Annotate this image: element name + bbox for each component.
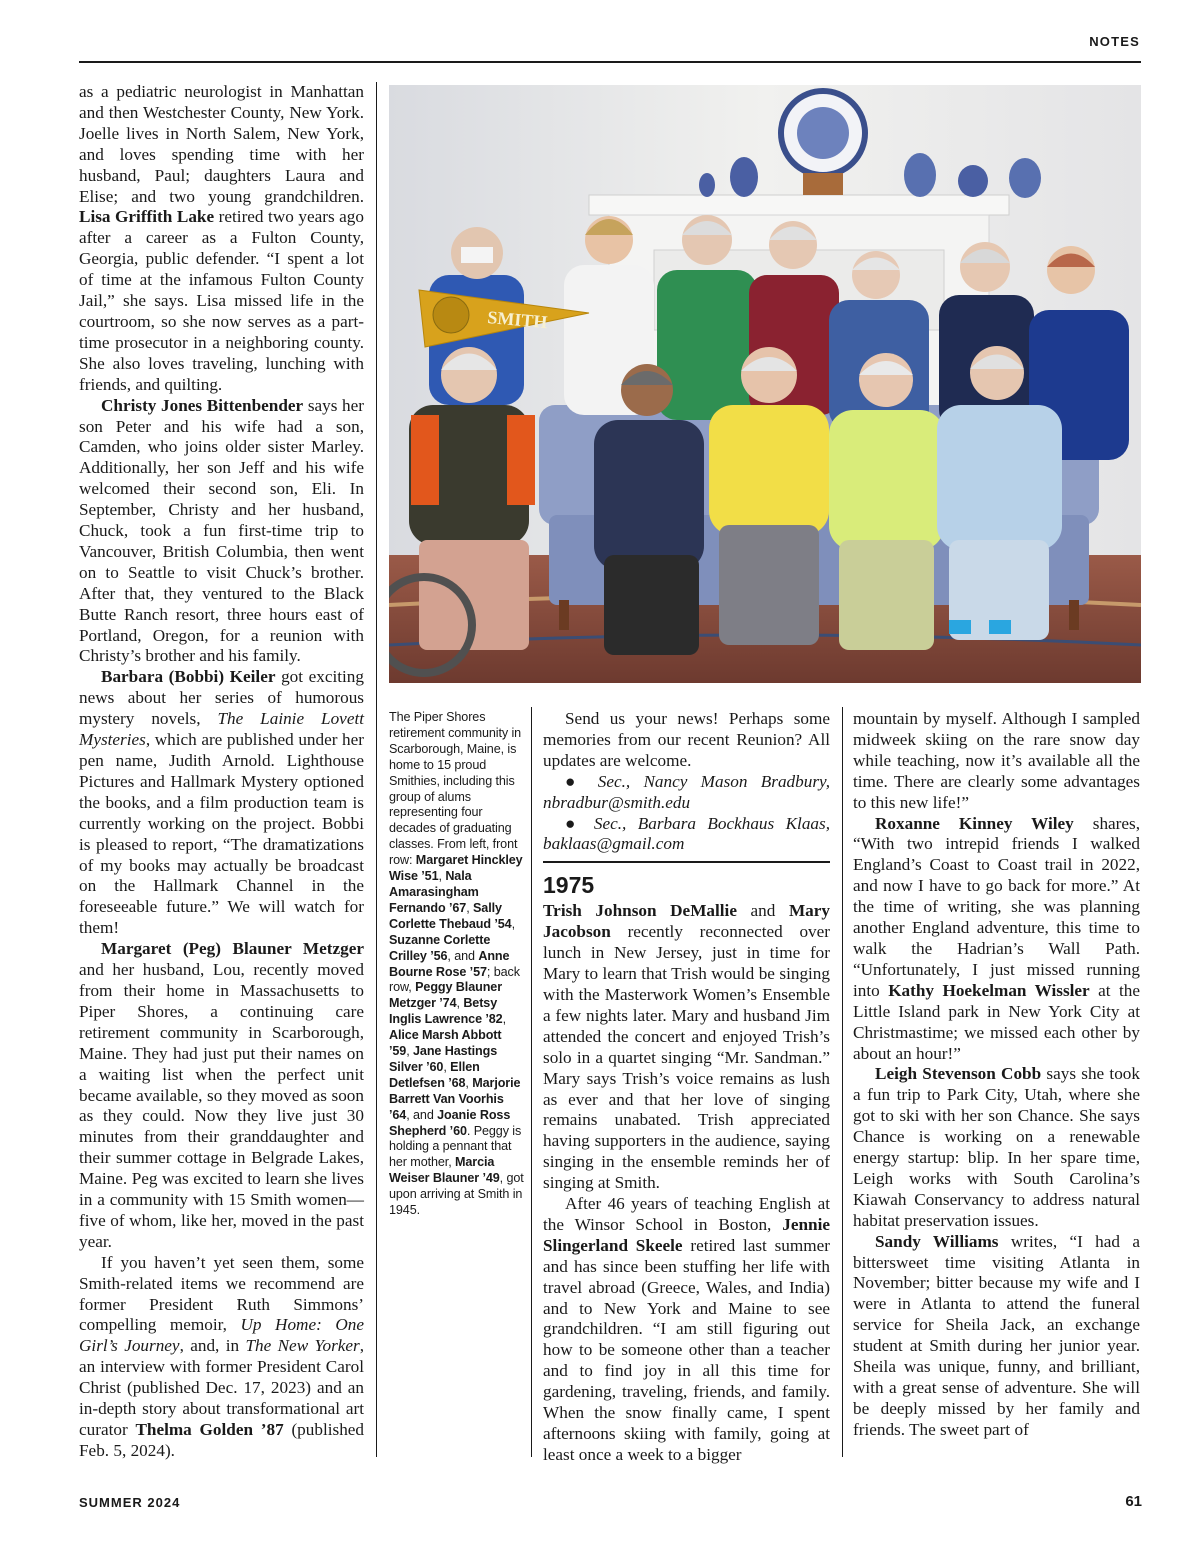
text: Send us your news! Perhaps some memories from our recent Reunion? All updates are welcome. (543, 709, 830, 770)
alum-name: Trish Johnson DeMallie (543, 901, 737, 921)
column-divider (376, 82, 377, 1457)
caption-name: Betsy Inglis Lawrence ’82 (389, 996, 503, 1027)
text: and (736, 901, 789, 921)
magazine-title: The New Yorker (245, 1336, 360, 1356)
group-photo-illustration (389, 85, 1141, 683)
caption-text: , (456, 996, 464, 1011)
class-year-heading: 1975 (543, 872, 595, 899)
text: says she took a fun trip to Park City, Utah, where she got to ski with her son Chance. She says Chance is working on a renewable energy startup: blip. In her spare time, Leigh works with South Carolina’s Kiawah Conservancy to address natural habitat preservation issues. (853, 1064, 1140, 1230)
text: , which are published under her pen name, Judith Arnold. Lighthouse Pictures and Hallmark Mystery optioned the books, and a film production team is currently working on the project. Bobbi is pleased to report, “The dramatizations of my books may actually be broadcast on the Hallmark Channel in the foreseeable future.” We will watch for them! (79, 730, 364, 938)
text: and her husband, Lou, recently moved from their home in Massachusetts to Piper Shores, a continuing care retirement community in Scarborough, Maine. They had just put their names on a waiting list when the perfect unit became available, so they moved as soon as they could. Now they live just 30 minutes from their granddaughter and their summer cottage in Belgrade Lakes, Maine. Peg was excited to learn she lives in a community with 15 Smith women—five of whom, like her, moved in the past year. (79, 960, 364, 1251)
caption-text: , (466, 900, 473, 915)
text: shares, “With two intrepid friends I walked England’s Coast to Coast trail in 2022, and now I have to go back for more.” At the time of writing, she was planning another England adventure, this time to walk the Hadrian’s Wall Path. “Unfortunately, I just missed running into (853, 813, 1141, 1000)
text: says her son Peter and his wife had a son, Camden, who joins older sister Marley. Additionally, her son Jeff and his wife welcomed their second son, Eli. In September, Christy and her husband, Chuck, took a fun first-time trip to Vancouver, British Columbia, then went on to Seattle to visit Chuck’s brother. After that, they ventured to the Black Butte Ranch resort, three hours east of Portland, Oregon, for a reunion with Christy’s brother and his family. (79, 395, 364, 666)
secretary-text: Sec., Barbara Bockhaus Klaas, baklaas@gmail.com (543, 813, 830, 854)
alum-name: Kathy Hoekelman Wissler (888, 980, 1090, 1000)
column-4 (853, 709, 1140, 1441)
pennant-text: SMITH (486, 307, 549, 333)
paragraph (543, 1194, 830, 1466)
text: retired last summer and has since been stuffing her life with travel abroad (Greece, Wales, and India) and to New York and Maine to see grandchildren. “I am still figuring out how to be someone other than a teacher and to find joy in all this time for gardening, traveling, friends, and family. When the snow finally came, I spent afternoons skiing with family, going at least once a week to a bigger (543, 1235, 830, 1464)
alum-name: Thelma Golden ’87 (135, 1420, 284, 1439)
text: retired two years ago after a career as a Fulton County, Georgia, public defender. “I spent a lot of time at the infamous Fulton County Jail,” she says. Lisa missed life in the courtroom, so she now serves as a part-time prosecutor in a neighboring county. She also loves traveling, lunching with friends, and quilting. (79, 207, 364, 394)
text: at the Little Island park in New York City at Christmastime; we missed each other by about an hour!” (853, 980, 1140, 1063)
secretary-text: Sec., Nancy Mason Bradbury, nbradbur@smith.edu (543, 771, 831, 812)
paragraph (79, 939, 364, 1253)
caption-name: Jane Hastings Silver ’60 (389, 1044, 498, 1074)
book-title: The Lainie Lovett Mysteries (79, 709, 364, 750)
caption-name: Marjorie Barrett Van Voorhis ’64 (389, 1075, 521, 1122)
caption-text: The Piper Shores retirement community in Scarborough, Maine, is home to 15 proud Smithies, including this group of alums representing four decades of graduating classes. From left, front row: (389, 710, 522, 868)
caption-name: Nala Amarasingham Fernando ’67 (389, 869, 479, 915)
paragraph (79, 667, 364, 939)
alum-name: Roxanne Kinney Wiley (875, 813, 1074, 833)
caption-name: Peggy Blauner Metzger ’74 (389, 980, 502, 1011)
alum-name: Christy Jones Bittenbender (101, 395, 304, 415)
column-divider (842, 707, 843, 1457)
text: as a pediatric neurologist in Manhattan and then Westchester County, New York. Joelle lives in North Salem, New York, and loves spending time with her husband, Paul; daughters Laura and Elise; and two young grandchildren. (79, 82, 364, 206)
bullet-icon: ● (565, 771, 585, 791)
section-rule (543, 861, 830, 863)
alum-name: Mary Jacobson (543, 901, 830, 942)
text: got exciting news about her series of humorous mystery novels, (79, 667, 364, 729)
caption-text: , (406, 1044, 414, 1059)
section-label: NOTES (1089, 34, 1140, 49)
secretary-contact (543, 772, 830, 814)
alum-name: Barbara (Bobbi) Keiler (101, 667, 276, 687)
top-rule (79, 61, 1141, 63)
paragraph (853, 814, 1140, 1065)
page-number: 61 (1125, 1493, 1142, 1510)
caption-name: Anne Bourne Rose ’57 (389, 948, 510, 979)
caption-text: , and (406, 1107, 438, 1122)
paragraph (543, 901, 830, 1194)
bullet-icon: ● (565, 813, 583, 833)
text: mountain by myself. Although I sampled midweek skiing on the rare snow day while teaching, now it’s available all the time. There are clearly some advantages to this new life!” (853, 709, 1140, 812)
caption-text: , and (447, 948, 479, 963)
alum-name: Jennie Slingerland Skeele (543, 1214, 830, 1255)
paragraph (853, 709, 1140, 814)
column-1 (79, 82, 364, 1462)
caption-name: Suzanne Corlette Crilley ’56 (389, 932, 491, 963)
caption-text: , (511, 916, 515, 931)
caption-name: Sally Corlette Thebaud ’54 (389, 900, 512, 931)
caption-text: , (502, 1012, 506, 1027)
alum-name: Margaret (Peg) Blauner Metzger (101, 939, 364, 959)
group-photo (389, 85, 1141, 683)
caption-name: Marcia Weiser Blauner ’49 (389, 1155, 500, 1186)
caption-text: . Peggy is holding a pennant that her mother, (389, 1123, 522, 1170)
paragraph (543, 709, 830, 772)
caption-name: Joanie Ross Shepherd ’60 (389, 1107, 511, 1138)
paragraph (79, 1253, 364, 1462)
alum-name: Leigh Stevenson Cobb (875, 1064, 1042, 1084)
paragraph (853, 1064, 1140, 1231)
column-3 (543, 709, 830, 1466)
text: writes, “I had a bittersweet time visiting Atlanta in November; bitter because my wife and I were in Atlanta to attend the funeral service for Sheila Jack, an exchange student at Smith during her junior year. Sheila was unique, funny, and brilliant, with a great sense of adventure. She will be deeply missed by her family and friends. The sweet part of (853, 1231, 1140, 1439)
column-divider (531, 707, 532, 1457)
caption-name: Margaret Hinckley Wise ’51 (389, 853, 523, 884)
paragraph (853, 1232, 1140, 1441)
text: , and, in (179, 1336, 246, 1356)
paragraph (79, 396, 364, 668)
caption-name: Alice Marsh Abbott ’59 (389, 1028, 502, 1059)
text: If you haven’t yet seen them, some Smith-related items we recommend are former President Ruth Simmons’ compelling memoir, (79, 1252, 364, 1335)
text: After 46 years of teaching English at the Winsor School in Boston, (543, 1194, 830, 1234)
caption-text: ; back row, (389, 964, 520, 995)
caption-text: , (438, 869, 446, 884)
caption-text: , got upon arriving at Smith in 1945. (389, 1171, 524, 1218)
photo-caption (389, 710, 525, 1219)
text: (published Feb. 5, 2024). (79, 1420, 365, 1460)
issue-label: SUMMER 2024 (79, 1495, 181, 1510)
book-title: Up Home: One Girl’s Journey (79, 1315, 364, 1356)
alum-name: Sandy Williams (875, 1231, 999, 1251)
secretary-contact (543, 814, 830, 856)
text: , an interview with former President Carol Christ (published Dec. 17, 2023) and an in-depth story about transformational art curator (79, 1336, 365, 1439)
caption-text: , (443, 1059, 451, 1074)
text: recently reconnected over lunch in New Jersey, just in time for Mary to learn that Trish would be singing with the Masterwork Women’s Ensemble a few nights later. Mary and husband Jim attended the concert and enjoyed Trish’s solo in a quartet singing “Mr. Sandman.” Mary says Trish’s voice remains as lush as ever and that her love of singing remains unabated. Trish appreciated having supporters in the audience, saying singing in the ensemble reminds her of singing at Smith. (543, 922, 830, 1193)
alum-name: Lisa Griffith Lake (79, 207, 215, 227)
paragraph (79, 82, 364, 396)
caption-text: , (465, 1075, 473, 1090)
caption-name: Ellen Detlefsen ’68 (389, 1059, 480, 1090)
